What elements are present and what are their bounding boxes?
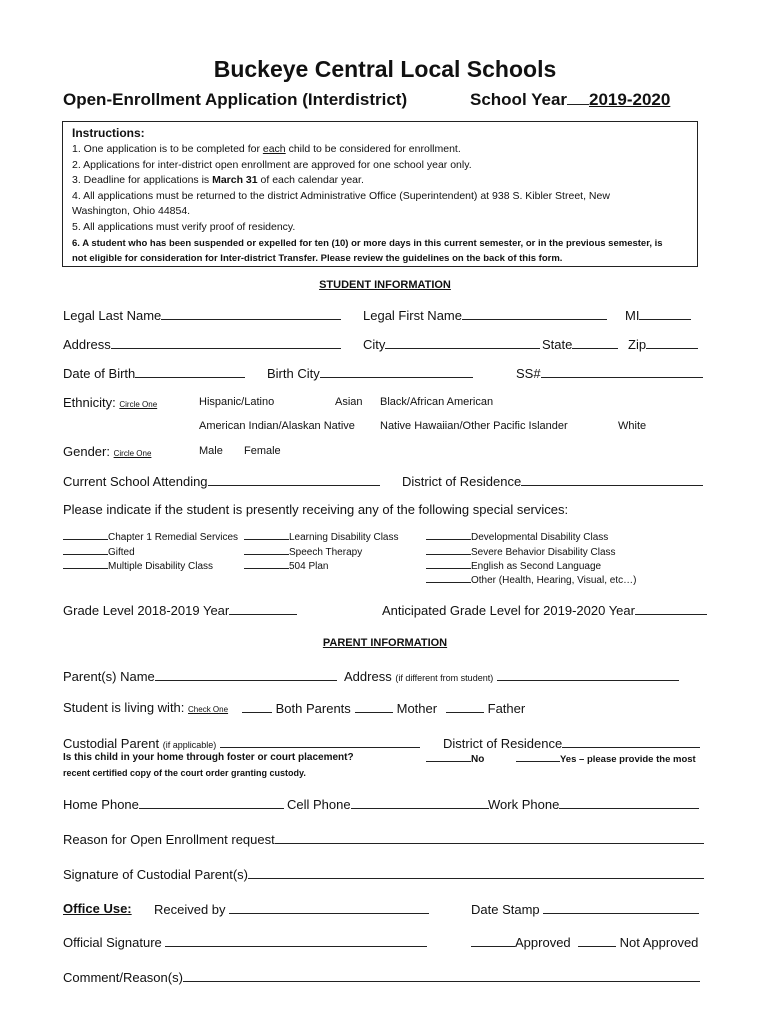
foster-yes-option[interactable]: Yes – please provide the most [516,752,696,765]
living-both-parents[interactable]: Both Parents [242,700,351,716]
living-father[interactable]: Father [446,700,525,716]
legal-last-name-field[interactable]: Legal Last Name [63,307,341,323]
office-use-label: Office Use: [63,901,132,916]
living-mother[interactable]: Mother [355,700,437,716]
service-behavior[interactable]: Severe Behavior Disability Class [426,545,616,558]
mi-field[interactable]: MI [625,307,691,323]
ss-field[interactable]: SS# [516,365,703,381]
grade-level-field[interactable]: Grade Level 2018-2019 Year [63,602,297,618]
instructions-box [62,121,698,267]
dob-field[interactable]: Date of Birth [63,365,245,381]
current-school-field[interactable]: Current School Attending [63,473,380,489]
instruction-6a: 6. A student who has been suspended or expelled for ten (10) or more days in this current semester, or in the previous semester, is [72,237,663,249]
foster-note: recent certified copy of the court order granting custody. [63,768,306,778]
ethnicity-black-option[interactable]: Black/African American [380,396,494,408]
official-signature-field[interactable]: Official Signature [63,934,427,950]
date-stamp-field[interactable]: Date Stamp [471,901,699,917]
ethnicity-hispanic-option[interactable]: Hispanic/Latino [199,396,275,408]
comment-field[interactable]: Comment/Reason(s) [63,969,700,985]
instruction-3: 3. Deadline for applications is March 31 of each calendar year. [72,174,364,187]
ethnicity-asian-option[interactable]: Asian [335,396,363,408]
instruction-2: 2. Applications for inter-district open enrollment are approved for one school year only. [72,158,472,171]
living-with-field: Student is living with: Check One [63,700,229,715]
service-other[interactable]: Other (Health, Hearing, Visual, etc…) [426,573,636,586]
service-504[interactable]: 504 Plan [244,559,328,572]
gender-label: Gender: Circle One [63,444,152,459]
service-esl[interactable]: English as Second Language [426,559,601,572]
school-year [470,90,684,110]
instruction-4b: Washington, Ohio 44854. [72,205,191,218]
ethnicity-amindian-option[interactable]: American Indian/Alaskan Native [199,420,355,432]
instruction-1: 1. One application is to be completed for each child to be considered for enrollment. [72,143,461,155]
ethnicity-white-option[interactable]: White [618,420,647,432]
parent-section-title: PARENT INFORMATION [322,637,448,649]
ethnicity-hawaiian-option[interactable]: Native Hawaiian/Other Pacific Islander [380,420,568,432]
form-subtitle: Open-Enrollment Application (Interdistrict) [63,90,408,109]
parent-name-field[interactable]: Parent(s) Name [63,668,337,684]
district-residence-field[interactable]: District of Residence [402,473,703,489]
school-year-underline [567,90,589,105]
cell-phone-field[interactable]: Cell Phone [287,796,489,812]
reason-field[interactable]: Reason for Open Enrollment request [63,831,704,847]
instructions-heading: Instructions: [72,126,145,140]
ethnicity-label: Ethnicity: Circle One [63,395,158,410]
city-field[interactable]: City [363,336,540,352]
service-gifted[interactable]: Gifted [63,545,135,558]
approved-option[interactable]: Approved [471,934,571,950]
anticipated-grade-field[interactable]: Anticipated Grade Level for 2019-2020 Year [382,602,707,618]
parent-address-field[interactable]: Address (if different from student) [344,668,679,684]
instruction-5: 5. All applications must verify proof of residency. [72,220,296,233]
work-phone-field[interactable]: Work Phone [488,796,699,812]
parent-district-residence-field[interactable]: District of Residence [443,735,700,751]
gender-female-option[interactable]: Female [244,445,281,457]
custodial-parent-field[interactable]: Custodial Parent (if applicable) [63,735,420,751]
received-by-field[interactable]: Received by [154,901,429,917]
instruction-6b: not eligible for consideration for Inter-district Transfer. Please review the guidelines on the back of this form. [72,253,563,265]
school-year-value: 2019-2020 [589,90,671,109]
page-title: Buckeye Central Local Schools [213,56,557,82]
birth-city-field[interactable]: Birth City [267,365,473,381]
school-year-label: School Year [470,90,568,109]
service-chapter1[interactable]: Chapter 1 Remedial Services [63,530,238,543]
service-multiple[interactable]: Multiple Disability Class [63,559,213,572]
home-phone-field[interactable]: Home Phone [63,796,284,812]
service-speech[interactable]: Speech Therapy [244,545,362,558]
legal-first-name-field[interactable]: Legal First Name [363,307,607,323]
not-approved-option[interactable]: Not Approved [578,934,698,950]
state-field[interactable]: State [542,336,618,352]
signature-field[interactable]: Signature of Custodial Parent(s) [63,866,704,882]
foster-question: Is this child in your home through foster or court placement? [63,752,354,763]
address-field[interactable]: Address [63,336,341,352]
foster-no-option[interactable]: No [426,752,484,765]
gender-male-option[interactable]: Male [199,445,223,457]
service-learning[interactable]: Learning Disability Class [244,530,399,543]
special-services-prompt: Please indicate if the student is presently receiving any of the following special services: [63,502,569,517]
service-developmental[interactable]: Developmental Disability Class [426,530,608,543]
instruction-4a: 4. All applications must be returned to the district Administrative Office (Superintendent) at 938 S. Kibler Street, New [72,189,610,202]
zip-field[interactable]: Zip [628,336,698,352]
student-section-title: STUDENT INFORMATION [319,279,451,291]
